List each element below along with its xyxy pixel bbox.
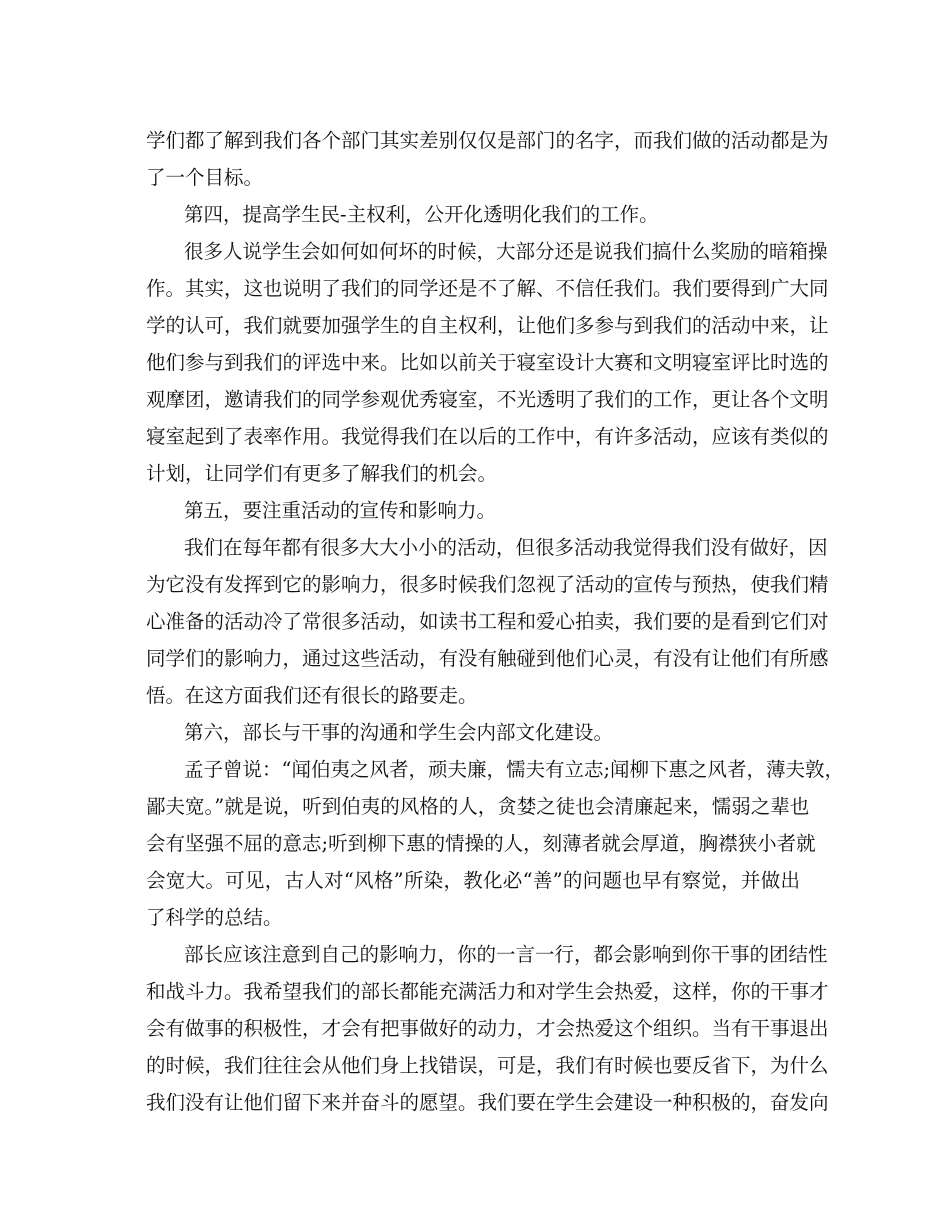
- section-heading: 第五，要注重活动的宣传和影响力。: [184, 499, 497, 522]
- text-line: 了科学的总结。: [146, 906, 283, 929]
- text-line: 我们在每年都有很多大大小小的活动，但很多活动我觉得我们没有做好，因: [184, 536, 828, 559]
- text-line: 学们都了解到我们各个部门其实差别仅仅是部门的名字，而我们做的活动都是为: [146, 129, 829, 152]
- section-heading: 第六，部长与干事的沟通和学生会内部文化建设。: [184, 721, 614, 744]
- text-line: 观摩团，邀请我们的同学参观优秀寝室，不光透明了我们的工作，更让各个文明: [146, 388, 829, 411]
- text-line: 会有做事的积极性，才会有把事做好的动力，才会热爱这个组织。当有干事退出: [146, 1017, 829, 1040]
- text-line: 和战斗力。我希望我们的部长都能充满活力和对学生会热爱，这样，你的干事才: [146, 980, 829, 1003]
- section-heading: 第四，提高学生民-主权利，公开化透明化我们的工作。: [184, 203, 659, 226]
- text-line: 为它没有发挥到它的影响力，很多时候我们忽视了活动的宣传与预热，使我们精: [146, 573, 829, 596]
- text-line: 计划，让同学们有更多了解我们的机会。: [146, 462, 498, 485]
- text-line: 会宽大。可见，古人对“风格”所染，教化必“善”的问题也早有察觉，并做出: [146, 869, 800, 892]
- text-line: 心准备的活动冷了常很多活动，如读书工程和爱心拍卖，我们要的是看到它们对: [146, 610, 829, 633]
- text-line: 寝室起到了表率作用。我觉得我们在以后的工作中，有许多活动，应该有类似的: [146, 425, 829, 448]
- text-line: 他们参与到我们的评选中来。比如以前关于寝室设计大赛和文明寝室评比时选的: [146, 351, 829, 374]
- text-line: 部长应该注意到自己的影响力，你的一言一行，都会影响到你干事的团结性: [184, 943, 828, 966]
- text-line: 悟。在这方面我们还有很长的路要走。: [146, 684, 478, 707]
- text-line: 同学们的影响力，通过这些活动，有没有触碰到他们心灵，有没有让他们有所感: [146, 647, 829, 670]
- text-line: 我们没有让他们留下来并奋斗的愿望。我们要在学生会建设一种积极的，奋发向: [146, 1091, 829, 1114]
- text-line: 的时候，我们往往会从他们身上找错误，可是，我们有时候也要反省下，为什么: [146, 1054, 829, 1077]
- text-line: 很多人说学生会如何如何坏的时候，大部分还是说我们搞什么奖励的暗箱操: [184, 240, 828, 263]
- text-line: 会有坚强不屈的意志;听到柳下惠的情操的人，刻薄者就会厚道，胸襟狭小者就: [146, 832, 816, 855]
- text-line: 学的认可，我们就要加强学生的自主权利，让他们多参与到我们的活动中来，让: [146, 314, 829, 337]
- text-line: 鄙夫宽。”就是说，听到伯夷的风格的人，贪婪之徒也会清廉起来，懦弱之辈也: [146, 795, 810, 818]
- text-line: 了一个目标。: [146, 166, 264, 189]
- text-line: 作。其实，这也说明了我们的同学还是不了解、不信任我们。我们要得到广大同: [146, 277, 829, 300]
- text-line: 孟子曾说：“闻伯夷之风者，顽夫廉，懦夫有立志;闻柳下惠之风者，薄夫敦，: [184, 758, 845, 781]
